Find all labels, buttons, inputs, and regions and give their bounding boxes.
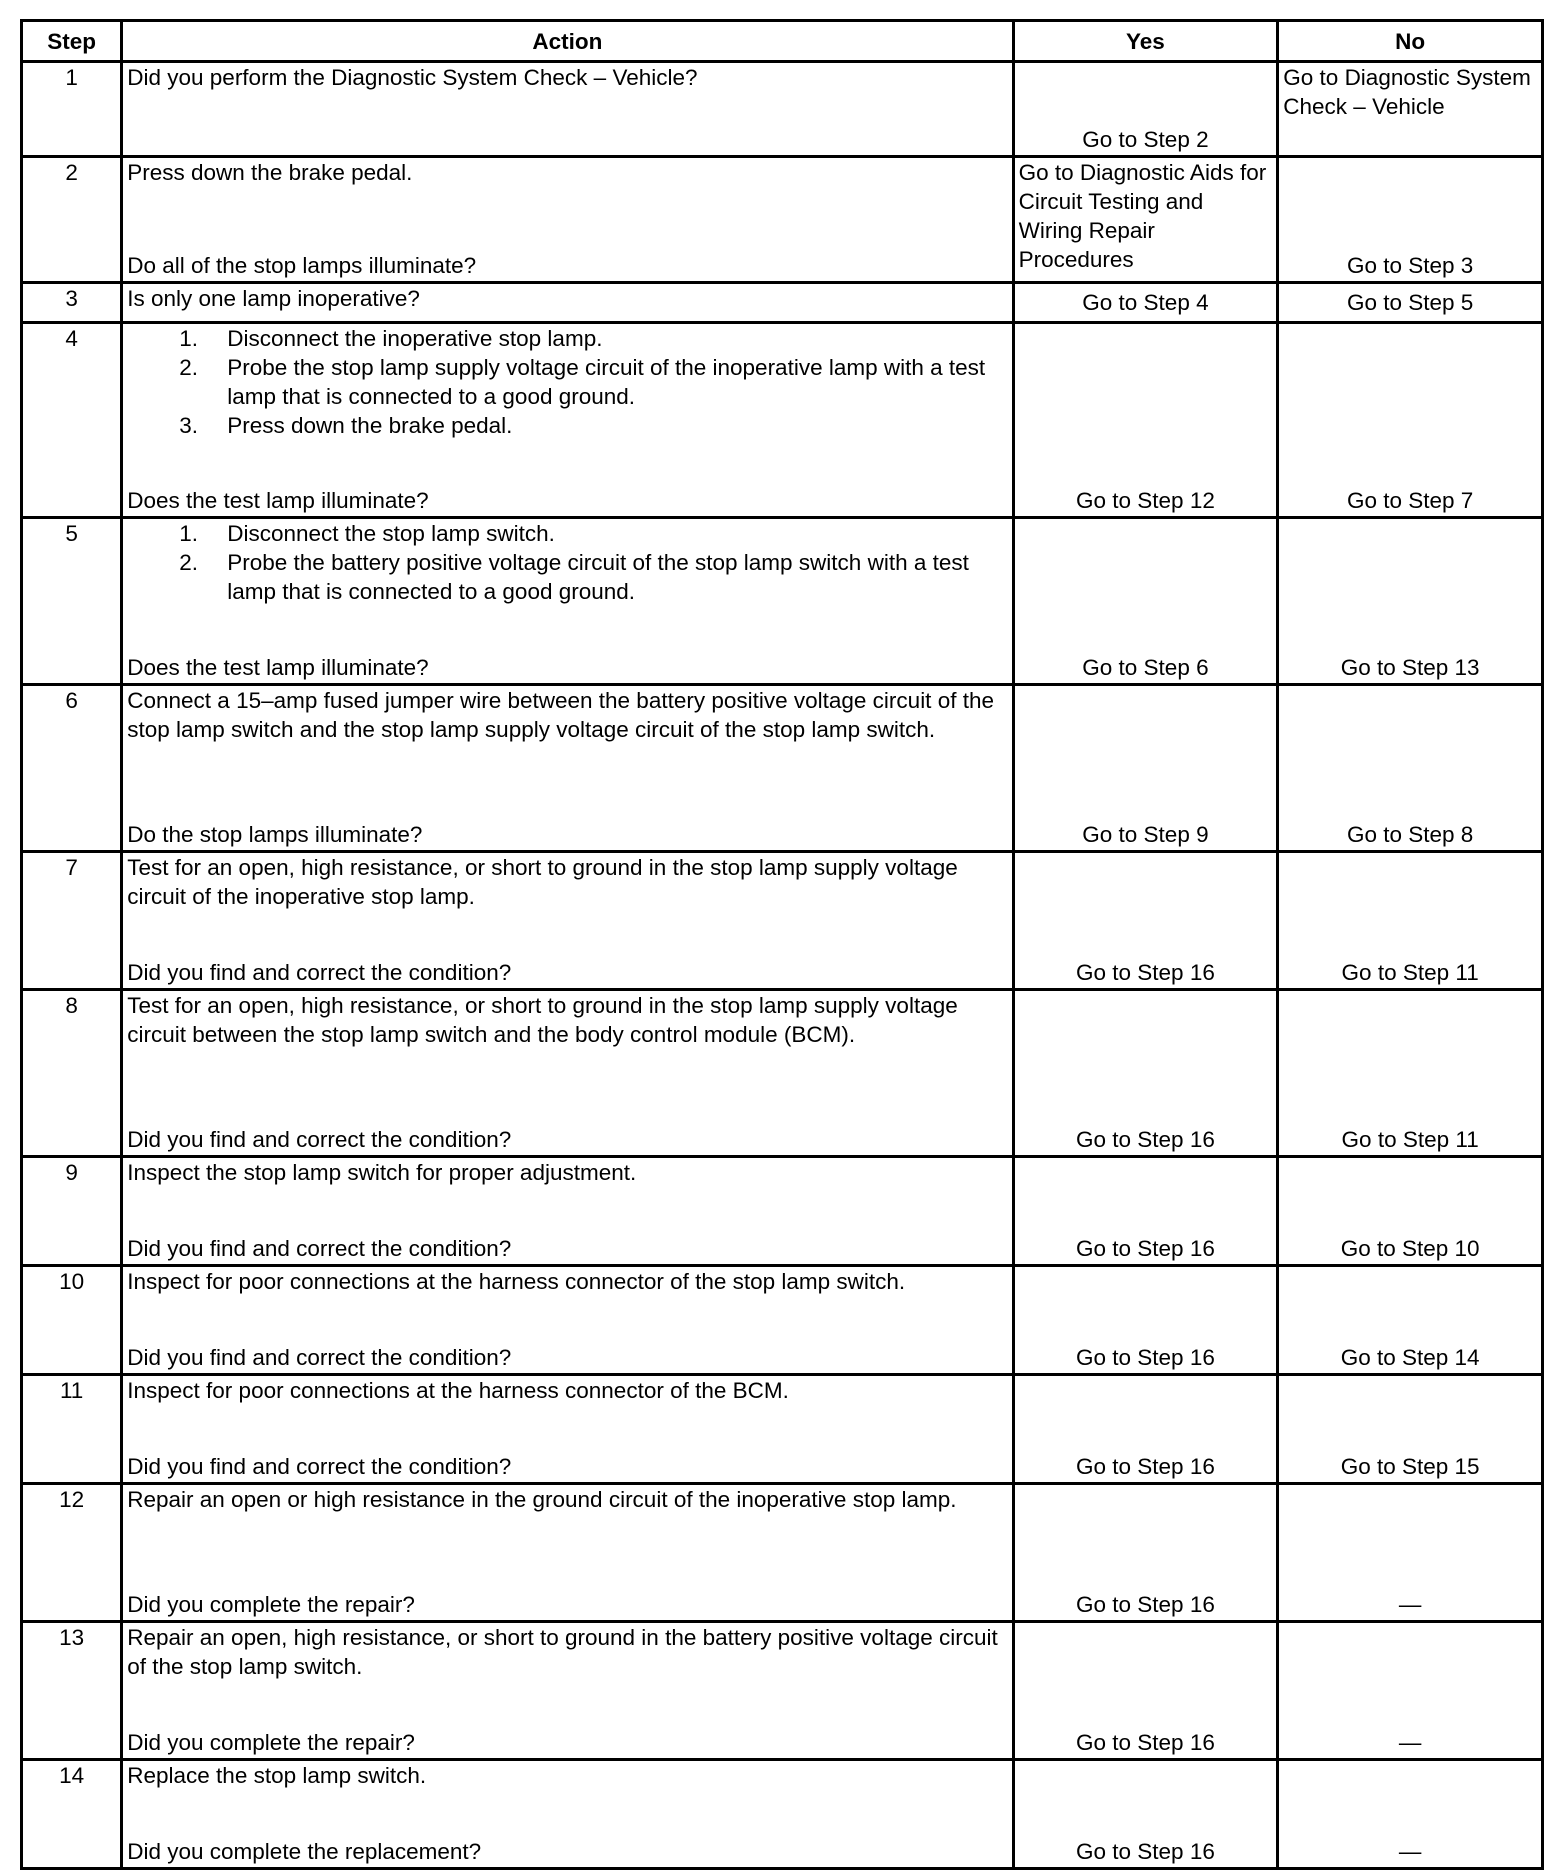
action-cell (122, 685, 1013, 852)
action-question: Did you find and correct the condition? (127, 960, 512, 985)
no-answer: Go to Step 14 (1340, 1345, 1480, 1370)
action-cell (122, 1375, 1013, 1484)
no-answer: Go to Step 11 (1341, 960, 1479, 985)
no-answer: Go to Step 8 (1346, 822, 1474, 847)
action-step-text: Press down the brake pedal. (227, 413, 513, 438)
no-answer: Go to Step 15 (1340, 1454, 1480, 1479)
action-cell (122, 62, 1013, 157)
no-answer: Go to Diagnostic System Check – Vehicle (1283, 65, 1531, 119)
no-cell (1278, 323, 1543, 518)
action-cell (122, 852, 1013, 990)
yes-answer: Go to Step 12 (1076, 488, 1215, 513)
action-text: Inspect the stop lamp switch for proper adjustment. (127, 1160, 637, 1185)
action-step-item (179, 411, 1007, 440)
table-row (22, 323, 1543, 518)
yes-answer: Go to Step 16 (1076, 1839, 1215, 1864)
no-cell (1278, 518, 1543, 685)
action-text: Did you perform the Diagnostic System Check – Vehicle? (127, 65, 698, 90)
yes-answer: Go to Step 16 (1076, 1236, 1215, 1261)
step-number: 12 (22, 1484, 122, 1622)
table-row (22, 685, 1543, 852)
no-cell (1278, 1157, 1543, 1266)
table-row (22, 518, 1543, 685)
action-steps-list (127, 519, 1007, 606)
action-text: Test for an open, high resistance, or short to ground in the stop lamp supply voltage circuit of the inoperative stop lamp. (127, 855, 958, 909)
no-cell (1278, 685, 1543, 852)
yes-cell (1013, 1375, 1278, 1484)
action-text: Connect a 15–amp fused jumper wire between the battery positive voltage circuit of the stop lamp switch and the stop lamp supply voltage circuit of the stop lamp switch. (127, 688, 994, 742)
no-answer: — (1398, 1839, 1422, 1864)
action-cell (122, 990, 1013, 1157)
action-cell (122, 323, 1013, 518)
header-action: Action (122, 21, 1013, 62)
action-step-number: 2. (179, 355, 199, 380)
action-question: Do the stop lamps illuminate? (127, 822, 423, 847)
table-row (22, 157, 1543, 283)
no-answer: — (1398, 1592, 1422, 1617)
step-number: 5 (22, 518, 122, 685)
step-number: 7 (22, 852, 122, 990)
no-cell (1278, 283, 1543, 323)
action-cell (122, 518, 1013, 685)
yes-cell (1013, 518, 1278, 685)
yes-answer: Go to Step 16 (1076, 1127, 1215, 1152)
action-text: Replace the stop lamp switch. (127, 1763, 427, 1788)
yes-answer: Go to Step 6 (1082, 655, 1209, 680)
no-cell (1278, 157, 1543, 283)
header-yes: Yes (1013, 21, 1278, 62)
action-cell (122, 283, 1013, 323)
no-answer: Go to Step 13 (1340, 655, 1480, 680)
table-row (22, 990, 1543, 1157)
step-number: 10 (22, 1266, 122, 1375)
table-row (22, 1266, 1543, 1375)
action-cell (122, 1266, 1013, 1375)
yes-answer: Go to Step 16 (1076, 1345, 1215, 1370)
yes-cell (1013, 1157, 1278, 1266)
action-step-number: 3. (179, 413, 199, 438)
action-cell (122, 157, 1013, 283)
yes-cell (1013, 852, 1278, 990)
action-question: Did you complete the repair? (127, 1592, 415, 1617)
step-number: 13 (22, 1622, 122, 1760)
step-number: 3 (22, 283, 122, 323)
yes-answer: Go to Step 16 (1076, 1592, 1215, 1617)
step-number: 14 (22, 1760, 122, 1869)
header-row (22, 21, 1543, 62)
no-answer: Go to Step 11 (1341, 1127, 1479, 1152)
action-step-number: 1. (179, 326, 199, 351)
action-step-text: Disconnect the inoperative stop lamp. (227, 326, 603, 351)
no-cell (1278, 1622, 1543, 1760)
yes-cell (1013, 323, 1278, 518)
table-row (22, 1375, 1543, 1484)
action-text: Repair an open or high resistance in the ground circuit of the inoperative stop lamp. (127, 1487, 957, 1512)
yes-cell (1013, 1266, 1278, 1375)
action-step-text: Probe the stop lamp supply voltage circuit of the inoperative lamp with a test lamp that is connected to a good ground. (227, 355, 986, 409)
no-cell (1278, 990, 1543, 1157)
header-step: Step (22, 21, 122, 62)
step-number: 4 (22, 323, 122, 518)
table-row (22, 1622, 1543, 1760)
action-text: Is only one lamp inoperative? (127, 286, 420, 311)
no-answer: Go to Step 3 (1346, 253, 1474, 278)
action-step-number: 2. (179, 550, 199, 575)
action-step-number: 1. (179, 521, 199, 546)
table-row (22, 1760, 1543, 1869)
step-number: 11 (22, 1375, 122, 1484)
no-cell (1278, 62, 1543, 157)
table-row (22, 62, 1543, 157)
action-step-item (179, 324, 1007, 353)
no-cell (1278, 852, 1543, 990)
yes-answer: Go to Step 4 (1082, 290, 1209, 315)
diagnostic-table (20, 19, 1544, 1870)
step-number: 6 (22, 685, 122, 852)
action-question: Did you find and correct the condition? (127, 1236, 512, 1261)
yes-cell (1013, 685, 1278, 852)
action-question: Does the test lamp illuminate? (127, 655, 429, 680)
no-cell (1278, 1760, 1543, 1869)
action-text: Press down the brake pedal. (127, 160, 413, 185)
action-question: Did you complete the repair? (127, 1730, 415, 1755)
action-step-item (179, 519, 1007, 548)
yes-answer: Go to Step 16 (1076, 1454, 1215, 1479)
yes-cell (1013, 1760, 1278, 1869)
yes-answer: Go to Step 16 (1076, 960, 1215, 985)
yes-answer: Go to Step 16 (1076, 1730, 1215, 1755)
table-row (22, 1157, 1543, 1266)
action-step-text: Probe the battery positive voltage circuit of the stop lamp switch with a test lamp that is connected to a good ground. (227, 550, 969, 604)
yes-cell (1013, 1622, 1278, 1760)
no-cell (1278, 1266, 1543, 1375)
no-answer: Go to Step 7 (1346, 488, 1474, 513)
step-number: 2 (22, 157, 122, 283)
table-row (22, 852, 1543, 990)
yes-cell (1013, 62, 1278, 157)
action-question: Do all of the stop lamps illuminate? (127, 253, 477, 278)
no-answer: Go to Step 10 (1340, 1236, 1480, 1261)
no-cell (1278, 1375, 1543, 1484)
step-number: 9 (22, 1157, 122, 1266)
action-cell (122, 1157, 1013, 1266)
step-number: 1 (22, 62, 122, 157)
yes-cell (1013, 990, 1278, 1157)
action-cell (122, 1484, 1013, 1622)
yes-cell (1013, 157, 1278, 283)
table-row (22, 1484, 1543, 1622)
action-step-item (179, 353, 1007, 411)
action-steps-list (127, 324, 1007, 440)
header-no: No (1278, 21, 1543, 62)
action-step-item (179, 548, 1007, 606)
yes-answer: Go to Diagnostic Aids for Circuit Testing and Wiring Repair Procedures (1018, 160, 1267, 272)
action-text: Inspect for poor connections at the harness connector of the BCM. (127, 1378, 789, 1403)
action-question: Did you complete the replacement? (127, 1839, 482, 1864)
action-cell (122, 1622, 1013, 1760)
no-answer: — (1398, 1730, 1422, 1755)
action-text: Repair an open, high resistance, or short to ground in the battery positive voltage circuit of the stop lamp switch. (127, 1625, 998, 1679)
yes-answer: Go to Step 2 (1082, 127, 1209, 152)
action-text: Test for an open, high resistance, or short to ground in the stop lamp supply voltage circuit between the stop lamp switch and the body control module (BCM). (127, 993, 958, 1047)
action-question: Does the test lamp illuminate? (127, 488, 429, 513)
no-answer: Go to Step 5 (1346, 290, 1474, 315)
no-cell (1278, 1484, 1543, 1622)
action-cell (122, 1760, 1013, 1869)
action-question: Did you find and correct the condition? (127, 1345, 512, 1370)
table-row (22, 283, 1543, 323)
step-number: 8 (22, 990, 122, 1157)
yes-answer: Go to Step 9 (1082, 822, 1209, 847)
yes-cell (1013, 1484, 1278, 1622)
action-step-text: Disconnect the stop lamp switch. (227, 521, 555, 546)
action-question: Did you find and correct the condition? (127, 1454, 512, 1479)
action-question: Did you find and correct the condition? (127, 1127, 512, 1152)
yes-cell (1013, 283, 1278, 323)
action-text: Inspect for poor connections at the harness connector of the stop lamp switch. (127, 1269, 906, 1294)
